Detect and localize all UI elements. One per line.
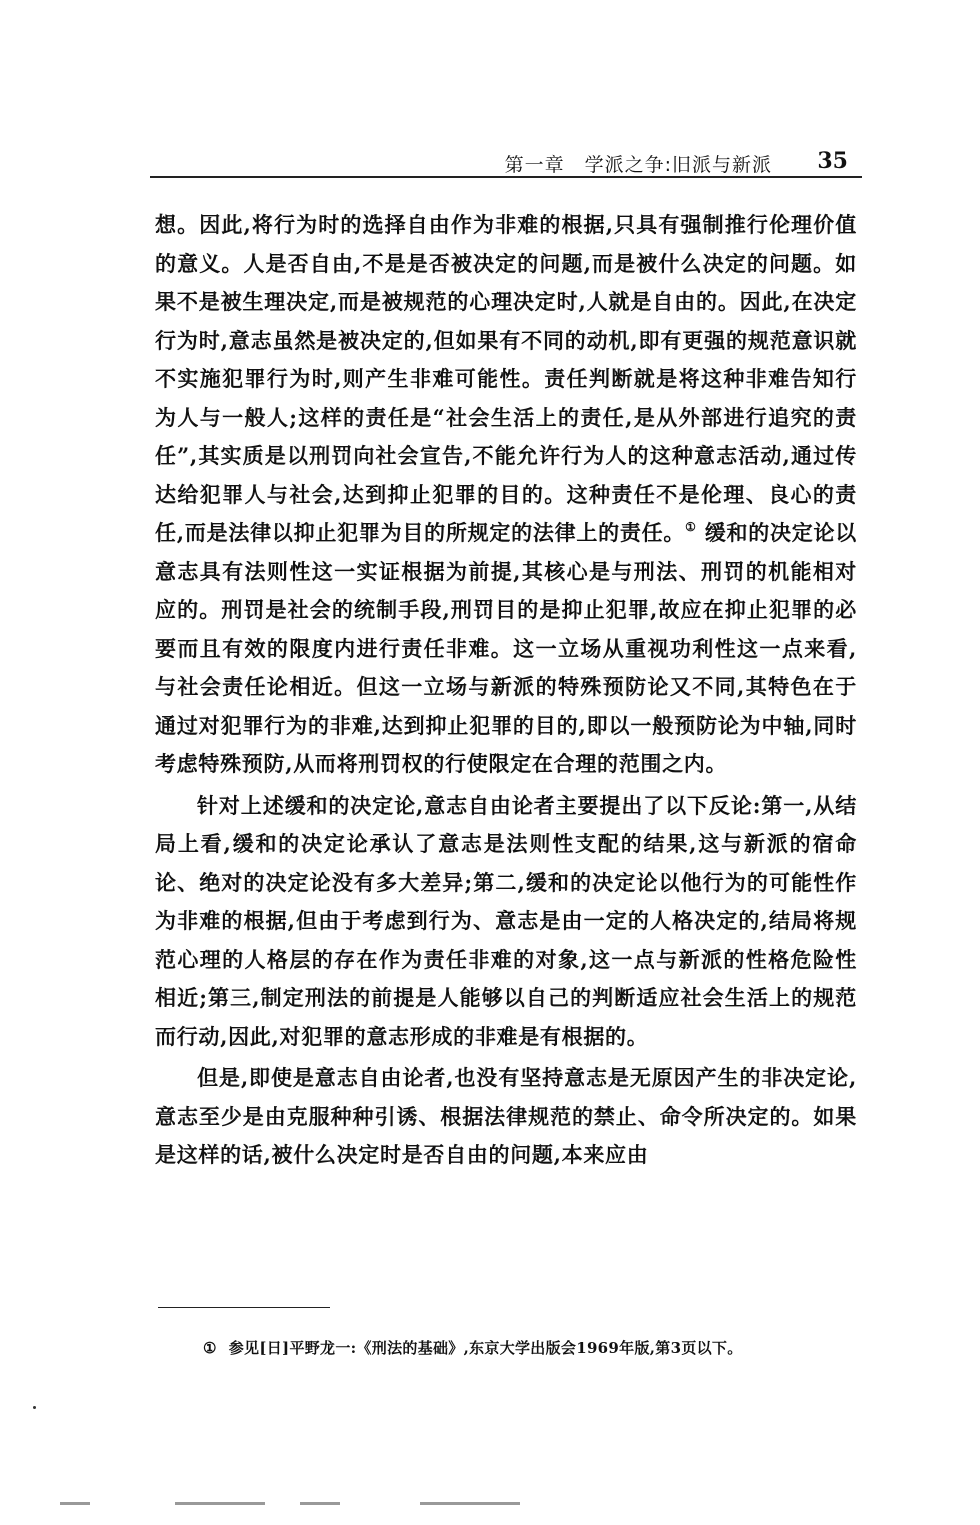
scan-artifact xyxy=(33,1406,36,1409)
footnote xyxy=(203,1337,863,1358)
paragraph-text: 想。因此,将行为时的选择自由作为非难的根据,只具有强制推行伦理价值的意义。人是否自由,不是是否被决定的问题,而是被什么决定的问题。如果不是被生理决定,而是被规范的心理决定时,人就是自由的。因此,在决定行为时,意志虽然是被决定的,但如果有不同的动机,即有更强的规范意识就不实施犯罪行为时,则产生非难可能性。责任判断就是将这种非难告知行为人与一般人;这样的责任是“社会生活上的责任,是从外部进行追究的责任”,其实质是以刑罚向社会宣告,不能允许行为人的这种意志活动,通过传达给犯罪人与社会,达到抑止犯罪的目的。这种责任不是伦理、良心的责任,而是法律以抑止犯罪为目的所规定的法律上的责任。 xyxy=(155,212,857,545)
footnote-text: 参见[日]平野龙一:《刑法的基础》,东京大学出版会1969年版,第3页以下。 xyxy=(228,1339,743,1357)
paragraph: 但是,即使是意志自由论者,也没有坚持意志是无原因产生的非决定论,意志至少是由克服种种引诱、根据法律规范的禁止、命令所决定的。如果是这样的话,被什么决定时是否自由的问题,本来应由 xyxy=(155,1065,857,1167)
scan-artifact xyxy=(300,1502,340,1505)
chapter-title: 第一章 学派之争:旧派与新派 xyxy=(504,154,772,176)
footnote-marker: ① xyxy=(203,1339,217,1357)
running-header xyxy=(150,146,862,178)
footnote-divider xyxy=(158,1307,330,1308)
scan-artifact xyxy=(175,1502,265,1505)
scan-artifact xyxy=(420,1502,520,1505)
paragraph: 针对上述缓和的决定论,意志自由论者主要提出了以下反论:第一,从结局上看,缓和的决定论承认了意志是法则性支配的结果,这与新派的宿命论、绝对的决定论没有多大差异;第二,缓和的决定论以他行为的可能性作为非难的根据,但由于考虑到行为、意志是由一定的人格决定的,结局将规范心理的人格层的存在作为责任非难的对象,这一点与新派的性格危险性相近;第三,制定刑法的前提是人能够以自己的判断适应社会生活上的规范而行动,因此,对犯罪的意志形成的非难是有根据的。 xyxy=(155,792,857,1049)
paragraph xyxy=(155,206,857,784)
body-text xyxy=(155,206,857,1175)
footnote-reference[interactable]: ① xyxy=(685,520,697,534)
scan-artifact xyxy=(60,1502,90,1505)
paragraph-text: 缓和的决定论以意志具有法则性这一实证根据为前提,其核心是与刑法、刑罚的机能相对应的。刑罚是社会的统制手段,刑罚目的是抑止犯罪,故应在抑止犯罪的必要而且有效的限度内进行责任非难。这一立场从重视功利性这一点来看,与社会责任论相近。但这一立场与新派的特殊预防论又不同,其特色在于通过对犯罪行为的非难,达到抑止犯罪的目的,即以一般预防论为中轴,同时考虑特殊预防,从而将刑罚权的行使限定在合理的范围之内。 xyxy=(155,520,857,776)
page-number: 35 xyxy=(817,148,848,174)
